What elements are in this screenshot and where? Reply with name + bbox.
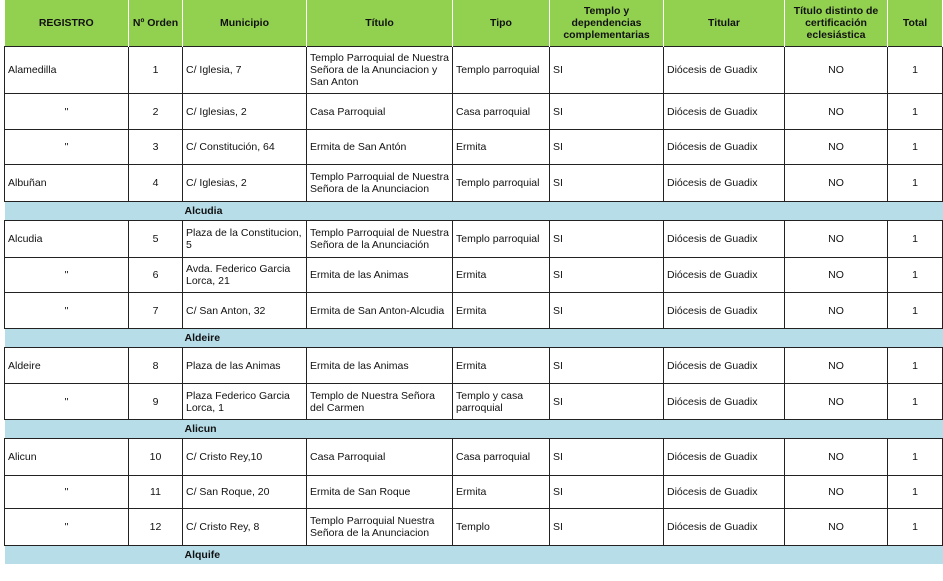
table-row	[5, 165, 943, 202]
table-body	[5, 47, 943, 565]
tipo-cell: Ermita	[453, 293, 550, 329]
orden-cell: 8	[129, 348, 183, 384]
total-cell: 1	[888, 476, 943, 509]
section-spacer	[5, 420, 183, 439]
registro-cell: "	[5, 384, 129, 420]
tipo-cell: Templo	[453, 509, 550, 546]
distinto-cell: NO	[785, 348, 888, 384]
municipio-cell: C/ Iglesia, 7	[183, 47, 307, 94]
templo-cell: SI	[550, 384, 664, 420]
orden-cell: 10	[129, 439, 183, 476]
titular-cell: Diócesis de Guadix	[664, 47, 785, 94]
distinto-cell: NO	[785, 384, 888, 420]
titular-cell: Diócesis de Guadix	[664, 384, 785, 420]
table-row	[5, 509, 943, 546]
total-cell: 1	[888, 47, 943, 94]
titular-cell: Diócesis de Guadix	[664, 476, 785, 509]
orden-cell: 6	[129, 258, 183, 293]
municipio-cell: Plaza de la Constitucion, 5	[183, 221, 307, 258]
templo-cell: SI	[550, 221, 664, 258]
section-row	[5, 420, 943, 439]
registro-cell: Aldeire	[5, 348, 129, 384]
table-row	[5, 439, 943, 476]
header-total: Total	[888, 0, 943, 47]
total-cell: 1	[888, 384, 943, 420]
registro-cell: Albuñan	[5, 165, 129, 202]
distinto-cell: NO	[785, 130, 888, 165]
municipio-cell: Avda. Federico Garcia Lorca, 21	[183, 258, 307, 293]
orden-cell: 2	[129, 94, 183, 130]
templo-cell: SI	[550, 509, 664, 546]
titulo-cell: Ermita de San Antón	[307, 130, 453, 165]
templo-cell: SI	[550, 476, 664, 509]
titular-cell: Diócesis de Guadix	[664, 221, 785, 258]
municipio-cell: Plaza Federico Garcia Lorca, 1	[183, 384, 307, 420]
orden-cell: 3	[129, 130, 183, 165]
section-row	[5, 546, 943, 565]
titular-cell: Diócesis de Guadix	[664, 130, 785, 165]
distinto-cell: NO	[785, 476, 888, 509]
registro-cell: "	[5, 509, 129, 546]
orden-cell: 7	[129, 293, 183, 329]
tipo-cell: Ermita	[453, 348, 550, 384]
tipo-cell: Templo y casa parroquial	[453, 384, 550, 420]
total-cell: 1	[888, 94, 943, 130]
titular-cell: Diócesis de Guadix	[664, 348, 785, 384]
orden-cell: 4	[129, 165, 183, 202]
orden-cell: 11	[129, 476, 183, 509]
orden-cell: 1	[129, 47, 183, 94]
distinto-cell: NO	[785, 509, 888, 546]
orden-cell: 12	[129, 509, 183, 546]
total-cell: 1	[888, 258, 943, 293]
tipo-cell: Casa parroquial	[453, 439, 550, 476]
municipio-cell: C/ Iglesias, 2	[183, 94, 307, 130]
section-row	[5, 329, 943, 348]
header-orden: Nº Orden	[129, 0, 183, 47]
distinto-cell: NO	[785, 258, 888, 293]
distinto-cell: NO	[785, 165, 888, 202]
section-label: Aldeire	[183, 329, 943, 348]
titulo-cell: Templo Parroquial de Nuestra Señora de la Anunciacion	[307, 165, 453, 202]
total-cell: 1	[888, 165, 943, 202]
header-titular: Titular	[664, 0, 785, 47]
table-row	[5, 130, 943, 165]
header-row	[5, 0, 943, 47]
titular-cell: Diócesis de Guadix	[664, 293, 785, 329]
distinto-cell: NO	[785, 439, 888, 476]
header-registro: REGISTRO	[5, 0, 129, 47]
total-cell: 1	[888, 130, 943, 165]
templo-cell: SI	[550, 130, 664, 165]
section-spacer	[5, 202, 183, 221]
municipio-cell: C/ San Anton, 32	[183, 293, 307, 329]
titular-cell: Diócesis de Guadix	[664, 439, 785, 476]
tipo-cell: Ermita	[453, 258, 550, 293]
table-row	[5, 293, 943, 329]
registro-cell: "	[5, 94, 129, 130]
registro-cell: "	[5, 293, 129, 329]
distinto-cell: NO	[785, 94, 888, 130]
titulo-cell: Templo Parroquial de Nuestra Señora de la Anunciación	[307, 221, 453, 258]
titular-cell: Diócesis de Guadix	[664, 258, 785, 293]
municipio-cell: C/ Iglesias, 2	[183, 165, 307, 202]
total-cell: 1	[888, 509, 943, 546]
titulo-cell: Templo Parroquial de Nuestra Señora de la Anunciacion y San Anton	[307, 47, 453, 94]
distinto-cell: NO	[785, 293, 888, 329]
titulo-cell: Ermita de San Anton-Alcudia	[307, 293, 453, 329]
tipo-cell: Ermita	[453, 476, 550, 509]
table-row	[5, 348, 943, 384]
header-templo: Templo y dependencias complementarias	[550, 0, 664, 47]
municipio-cell: C/ San Roque, 20	[183, 476, 307, 509]
table-row	[5, 476, 943, 509]
total-cell: 1	[888, 348, 943, 384]
orden-cell: 9	[129, 384, 183, 420]
tipo-cell: Templo parroquial	[453, 47, 550, 94]
header-tipo: Tipo	[453, 0, 550, 47]
section-label: Alquife	[183, 546, 943, 565]
distinto-cell: NO	[785, 221, 888, 258]
titulo-cell: Casa Parroquial	[307, 94, 453, 130]
templo-cell: SI	[550, 94, 664, 130]
templo-cell: SI	[550, 258, 664, 293]
titulo-cell: Ermita de las Animas	[307, 348, 453, 384]
titulo-cell: Ermita de San Roque	[307, 476, 453, 509]
tipo-cell: Templo parroquial	[453, 165, 550, 202]
orden-cell: 5	[129, 221, 183, 258]
templo-cell: SI	[550, 47, 664, 94]
header-distinto: Título distinto de certificación eclesiástica	[785, 0, 888, 47]
section-spacer	[5, 329, 183, 348]
section-label: Alicun	[183, 420, 943, 439]
municipio-cell: C/ Constitución, 64	[183, 130, 307, 165]
section-spacer	[5, 546, 183, 565]
registro-cell: Alicun	[5, 439, 129, 476]
total-cell: 1	[888, 293, 943, 329]
table-row	[5, 384, 943, 420]
section-label: Alcudia	[183, 202, 943, 221]
municipio-cell: C/ Cristo Rey, 8	[183, 509, 307, 546]
tipo-cell: Ermita	[453, 130, 550, 165]
tipo-cell: Casa parroquial	[453, 94, 550, 130]
municipio-cell: Plaza de las Animas	[183, 348, 307, 384]
titular-cell: Diócesis de Guadix	[664, 94, 785, 130]
titulo-cell: Ermita de las Animas	[307, 258, 453, 293]
templo-cell: SI	[550, 293, 664, 329]
titulo-cell: Templo Parroquial Nuestra Señora de la Anunciacion	[307, 509, 453, 546]
inventory-table	[4, 0, 943, 564]
titular-cell: Diócesis de Guadix	[664, 165, 785, 202]
titulo-cell: Templo de Nuestra Señora del Carmen	[307, 384, 453, 420]
templo-cell: SI	[550, 165, 664, 202]
titular-cell: Diócesis de Guadix	[664, 509, 785, 546]
templo-cell: SI	[550, 348, 664, 384]
municipio-cell: C/ Cristo Rey,10	[183, 439, 307, 476]
registro-cell: "	[5, 476, 129, 509]
header-municipio: Municipio	[183, 0, 307, 47]
registro-cell: Alamedilla	[5, 47, 129, 94]
tipo-cell: Templo parroquial	[453, 221, 550, 258]
table-row	[5, 258, 943, 293]
table-row	[5, 94, 943, 130]
registro-cell: "	[5, 258, 129, 293]
total-cell: 1	[888, 439, 943, 476]
distinto-cell: NO	[785, 47, 888, 94]
registro-cell: "	[5, 130, 129, 165]
header-titulo: Título	[307, 0, 453, 47]
registro-cell: Alcudia	[5, 221, 129, 258]
table-row	[5, 221, 943, 258]
table-row	[5, 47, 943, 94]
templo-cell: SI	[550, 439, 664, 476]
total-cell: 1	[888, 221, 943, 258]
titulo-cell: Casa Parroquial	[307, 439, 453, 476]
section-row	[5, 202, 943, 221]
